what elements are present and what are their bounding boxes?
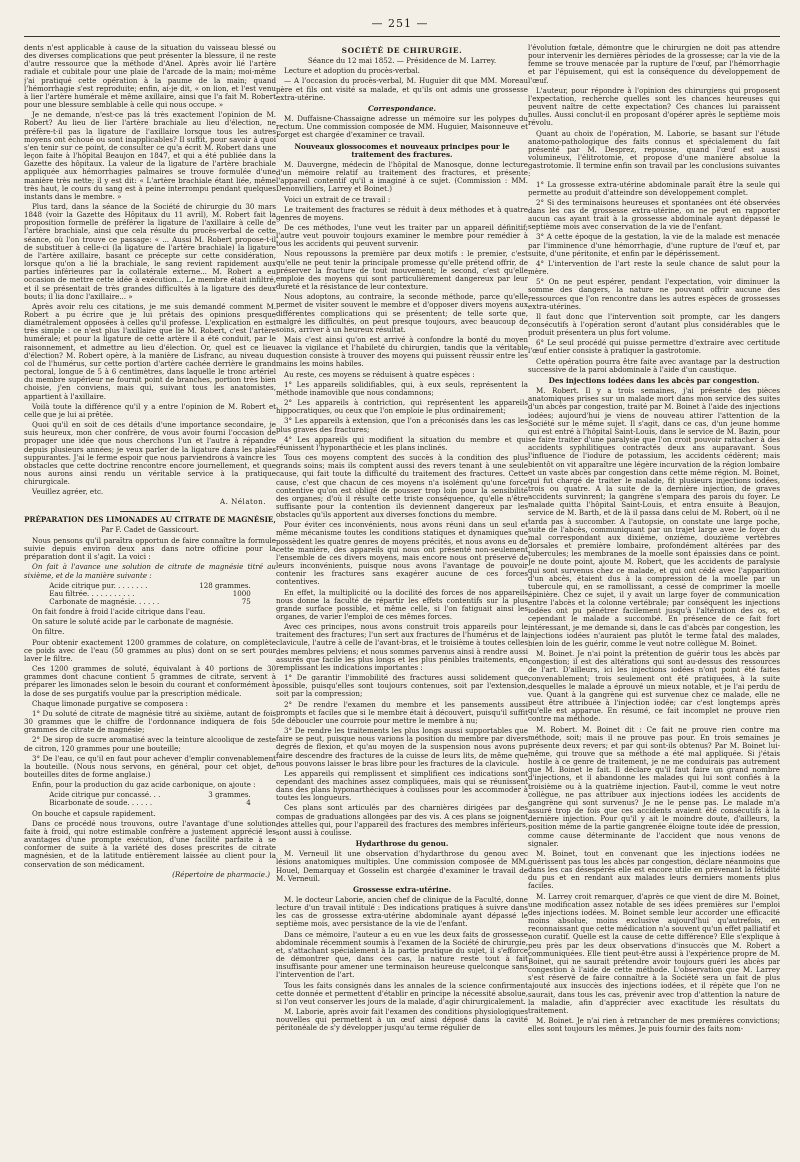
paragraph: L'auteur, pour répondre à l'opinion des chirurgiens qui proposent l'expectation, recherche quelles sont les chances heureuses qui peuvent naître de cette expectation? Ces chances lui paraissent nulles. Aussi conclut-il en proposant d'opérer après le septième mois révolu. — [528, 85, 780, 128]
paragraph: Au reste, ces moyens se réduisent à quatre espèces : — [284, 369, 475, 379]
header-rule — [24, 36, 780, 37]
paragraph: Mais c'est ainsi qu'on est arrivé à confondre la bonté du moyen avec la vigilance et l'habileté du chirurgien, tandis que la véritable question consiste à trouver des moyens qui puissent réussir entre les mains les moins habiles. — [276, 335, 528, 369]
paragraph: 2° Si des terminaisons heureuses et spontanées ont été observées dans les cas de grossesse extra-utérine, on ne peut en rapporter aucun cas ayant trait à la grossesse abdominale ayant dépassé le septième mois avec conservation de la vie de l'enfant. — [528, 197, 780, 232]
paragraph: 5° On ne peut espérer, pendant l'expectation, voir diminuer la somme des dangers, la nature ne pouvant offrir aucune des ressources que l'on rencontre dans les autres espèces de grossesses extra-utérines. — [528, 277, 780, 311]
recipe-row: Bicarbonate de soude. . . . . . 4 — [49, 798, 251, 808]
paragraph: Le traitement des fractures se réduit à deux méthodes et à quatre genres de moyens. — [276, 204, 528, 222]
greeting: Veuillez agréer, etc. — [32, 487, 104, 497]
paragraph: Nous pensons qu'il paraîtra opportun de faire connaître la formule suivie depuis environ deux ans dans notre officine pour la préparation dont il s'agit. La voici : — [24, 535, 276, 562]
subsection-title: Grossesse extra-utérine. — [352, 884, 452, 894]
paragraph: Ces 1200 grammes de soluté, équivalant à 40 portions de 30 grammes dont chacune contient 5 grammes de citrate, servent à préparer les limonades selon le besoin du courant et conformément à la dose de ses purgatifs voulue par la prescription médicale. — [24, 664, 276, 698]
paragraph: Il faut donc que l'intervention soit prompte, car les dangers consécutifs à l'opération seront d'autant plus considérables que le produit présentera un plus fort volume. — [528, 311, 780, 338]
paragraph: M. Verneuil lit une observation d'hydarthrose du genou avec lésions anatomiques multiples. Une commission composée de MM. Houel, Demarquay et Gosselin est chargée d'examiner le travail de M. Verneuil. — [276, 849, 528, 883]
paragraph: Voilà toute la différence qu'il y a entre l'opinion de M. Robert et celle que je lui ai prêtée. — [24, 401, 276, 419]
recipe-table — [49, 582, 251, 606]
recipe-row: Carbonate de magnésie. . . . . . 75 — [49, 597, 251, 606]
paragraph: 2° Les appareils à contriction, qui représentent les appareils hippocratiques, ou ceux que l'on emploie le plus ordinairement; — [276, 398, 528, 416]
paragraph: Chaque limonade purgative se composera : — [32, 698, 188, 708]
paragraph: Enfin, pour la production du gaz acide carbonique, on ajoute : — [32, 780, 256, 790]
paragraph: Quoi qu'il en soit de ces détails d'une importance secondaire, je suis heureux, mon cher confrère, de vous avoir fourni l'occasion de propager une idée que nous cherchons l'un et l'autre à répandre depuis plusieurs années; je veux parler de la ligature dans les plaies suppurantes. J'ai le ferme espoir que nous parviendrons à vaincre les obstacles que cette doctrine rencontre encore journellement, et que nous aurons ainsi rendu un véritable service à la pratique chirurgicale. — [24, 420, 276, 487]
paragraph: On fait fondre à froid l'acide citrique dans l'eau. — [32, 607, 206, 617]
paragraph: Nous repoussons la première par deux motifs : le premier, c'est qu'elle ne peut tenir la principale promesse qu'elle prétend offrir, de préserver la fracture de tout mouvement; le second, c'est qu'elle emploie des moyens qui sont particulièrement dangereux par leur dureté et la résistance de leur contexture. — [276, 249, 528, 292]
paragraph: Pour éviter ces inconvénients, nous avons réuni dans un seul et même mécanisme toutes les conditions statiques et dynamiques que possèdent les quatre genres de moyens précités, et nous avons eu de cette manière, des appareils qui nous ont présenté non-seulement l'ensemble de ces divers moyens, mais encore nous ont préservé de leurs inconvénients, puisque nous avons l'avantage de pouvoir contenir les fractures sans exagérer aucune de ces forces contentives. — [276, 520, 528, 587]
paragraph: Ces plans sont articulés par des charnières dirigées par des compas de graduations allongées par des vis. A ces plans se joignent des attelles qui, pour l'appareil des fractures des membres inférieurs, sont aussi à coulisse. — [276, 803, 528, 837]
subsection-title: Des injections iodées dans les abcès par congestion. — [548, 375, 760, 385]
recipe-row: Acide citrique pur concassé. . . 3 grammes. — [49, 790, 251, 800]
paragraph: 1° Les appareils solidifiables, qui, à eux seuls, représentent la méthode inamovible que nous condamnons; — [276, 379, 528, 397]
article-author: Par F. Cadet de Gassicourt. — [101, 524, 199, 534]
paragraph: Quant au choix de l'opération, M. Laborie, se basant sur l'étude anatomo-pathologique des faits connus et spécialement du fait présenté par M. Desprez, repousse, quand l'œuf est aussi volumineux, l'élitrotomie, et propose d'une manière absolue la gastrotomie. Il termine enfin son travail par les conclusions suivantes : — [528, 128, 780, 179]
paragraph: Lecture et adoption du procès-verbal. — [284, 66, 420, 76]
paragraph: 3° De rendre les traitements les plus longs aussi supportables que faire se peut, puisque nous varions la position du membre par divers degrés de flexion, et qu'au moyen de la suspension nous avons pu faire descendre des fractures de la cuisse de leurs lits, de même que nous pouvons laisser le bras libre pour les fractures de la clavicule. — [276, 726, 528, 768]
paragraph: Dans ce procédé nous trouvons, outre l'avantage d'une solution faite à froid, qui notre estimable confrère a justement apprécié les avantages d'une prompte exécution, d'une facilité parfaite à se conformer de suite à la variété des doses prescrites de citrate magnésien, et de la latitude entièrement laissée au client pour la conservation de son médicament. — [24, 818, 276, 869]
paragraph: Après avoir relu ces citations, je me suis demandé comment M. Robert a pu écrire que je lui prêtais des opinions presque diamétralement opposées à celles qu'il professe. L'explication en est très simple : ce n'est plus l'axillaire que lie M. Robert, c'est l'artère humérale; et pour la ligature de cette artère il a été conduit, par le raisonnement, et admettre au lieu d'élection. Or, quel est ce lieu d'élection? M. Robert opère, à la manière de Lisfranc, au niveau du col de l'humérus, sur cette portion d'artère cachée derrière le grand pectoral, longue de 5 à 6 centimètres, dans laquelle le tronc artériel du membre supérieur ne fournit point de branches, portion très bien choisie, j'en conviens, mais qui, suivant tous les anatomistes, appartient à l'axillaire. — [24, 301, 276, 401]
paragraph: 3° De l'eau, ce qu'il en faut pour achever d'emplir convenablement la bouteille. (Nous nous servons, en général, pour cet objet, de bouteilles dites de forme anglaise.) — [24, 753, 276, 779]
paragraph: Je ne demande, n'est-ce pas lá très exactement l'opinion de M. Robert? Au lieu de lier l'artère brachiale au lieu d'élection, ne préfère-t-il pas la ligature de l'axillaire lorsque tous les autres moyens ont échoué ou sont inapplicables? Il suffit, pour savoir à quoi s'en tenir sur ce point, de consulter ce qu'a écrit M. Robert dans une leçon faite à l'hôpital Beaujon en 1847, et qui a été publiée dans la Gazette des hôpitaux. La valeur de la ligature de l'artère brachiale appliquée aux hémorrhagies palmaires se trouve formulée d'une manière très nette; il y est dit: « L'artère brachiale étant liée, même très haut, le cours du sang est à peine interrompu pendant quelques instants dans le membre. » — [24, 110, 276, 201]
subsection-title: Correspondance. — [367, 103, 437, 113]
paragraph: Les appareils qui remplissent et simplifient ces indications sont cependant des machines assez compliquées, mais qui se réunissent dans des plans hyponarthéciques à coulisses pour les accommoder à toutes les longueurs. — [276, 768, 528, 803]
paragraph: 4° L'intervention de l'art reste la seule chance de salut pour la mère. — [528, 258, 780, 277]
paragraph: l'évolution fœtale, démontre que le chirurgien ne doit pas attendre pour intervenir les dernières périodes de la grossesse; car la vie de la femme se trouve menacée par la rupture de l'œuf, par l'hémorrhagie et par l'épuisement, qui est la conséquence du développement de l'œuf. — [528, 44, 780, 85]
recipe-row: Eau filtrée. . . . . . . . . . . 1000 — [49, 588, 251, 598]
source-citation: (Répertoire de pharmacie.) — [172, 869, 270, 879]
paragraph: M. Robert. Il y a trois semaines, j'ai présenté des pièces anatomiques prises sur un malade mort dans mon service des suites d'un abcès par congestion, traité par M. Boinet à l'aide des injections iodées; aujourd'hui je viens de nouveau attirer l'attention de la Société sur le même sujet. Il s'agit, dans ce cas, d'un jeune homme qui est entré à l'hôpital Saint-Louis, dans le service de M. Bazin, pour se faire traiter d'une paralysie que l'on croit pouvoir rattacher à des accidents syphilitiques contractés deux ans auparavant. Sous l'influence de l'iodure de potassium, les accidents cédèrent; mais bientôt on vit apparaître une légère incurvation de la région lombaire et un vaste abcès par congestion dans cette même région. M. Boinet, qui fut chargé de traiter le malade, fit plusieurs injections iodées, trois ou quatre. A la suite de la dernière injection, de graves accidents survinrent; la gangrène s'empara des parois du foyer. Le malade quitta l'hôpital Saint-Louis, et entra ensuite à Beaujon, service de M. Barth, et de là il passa dans celui de M. Robert, où il ne tarda pas à succomber. A l'autopsie, on constate une large poche, suite de l'abcès, communiquant par un trajet large avec le foyer du mal correspondant aux dixième, onzième, douzième vertèbres dorsales et première lombaire, profondément altérées par des tubercules; les membranes de la moelle sont épaissies dans ce point. Je ne doute point, ajoute M. Robert, que les accidents de paralysie qui sont survenus chez ce malade, et qui ont cédé avec l'apparition d'un abcès, étaient dus à la compression de la moelle par un tubercule qui, en se ramollissant, a cessé de comprimer la moelle épinière. Chez ce sujet, il y avait un large foyer de communication entre l'abcès et la colonne vertébrale; par conséquent les injections iodées ont pu pénétrer facilement jusqu'à l'altération des os, et cependant le malade a succombé. En présence de ce fait fort intéressant, je me demande si, dans le cas d'abcès par congestion, les injections iodées n'auraient pas plutôt le terme fatal des malades, bien loin de les guérir, comme le veut notre collègue M. Boinet. — [528, 386, 780, 648]
article-title: PRÉPARATION DES LIMONADES AU CITRATE DE MAGNÉSIE, — [24, 514, 276, 524]
paragraph: M. Boinet. Je n'ai point la prétention de guérir tous les abcès par congestion; il est des altérations qui sont au-dessus des ressources de l'art. D'ailleurs, ici les injections iodées n'ont point été faites convenablement; trois seulement ont été pratiquées, à la suite desquelles le malade a éprouvé un mieux notable, et je l'ai perdu de vue. Quant à la gangrène qui est survenue chez ce malade, elle ne peut être attribuée à l'injection iodée; car c'est longtemps après qu'elle est apparue. En résumé, ce fait incomplet ne prouve rien contre ma méthode. — [528, 649, 780, 724]
paragraph: M. Boinet. Je n'ai rien à retrancher de mes premières convictions; elles sont toujours les mêmes. Je puis fournir des faits nom- — [528, 1015, 780, 1034]
paragraph: On fait à l'avance une solution de citrate de magnésie titré au sixième, et de la manière suivante : — [24, 562, 276, 580]
paragraph: Avec ces principes, nous avons construit trois appareils pour le traitement des fractures; l'un sert aux fractures de l'humérus et de la clavicule, l'autre à celle de l'avant-bras, et le troisième à toutes celles des membres pelviens; et nous sommes parvenus ainsi à rendre aussi assurés que facile les plus longs et les plus pénibles traitements, en remplissant les indications importantes : — [276, 622, 528, 672]
paragraph: M. Duffaisne-Chassaigne adresse un mémoire sur les polypes du rectum. Une commission composée de MM. Huguier, Maisonneuve et Forget est chargée d'examiner ce travail. — [276, 114, 528, 140]
paragraph: 6° Le seul procédé qui puisse permettre d'extraire avec certitude l'œuf entier consiste à pratiquer la gastrotomie. — [528, 338, 780, 356]
paragraph: Tous les faits consignés dans les annales de la science confirment cette donnée et permettent d'établir en principe la nécessité absolue, si l'on veut conserver les jours de la malade, d'agir chirurgicalement. — [276, 980, 528, 1006]
paragraph: Plus tard, dans la séance de la Société de chirurgie du 30 mars 1848 (voir la Gazette des Hôpitaux du 11 avril), M. Robert fait la proposition formelle de préférer la ligature de l'axillaire à celle de l'artère brachiale, ainsi que cela résulte du procès-verbal de cette séance, où l'on trouve ce passage: « ... Aussi M. Robert propose-t-il de substituer à celle-ci (la ligature de l'artère brachiale) la ligature de l'artère axillaire, basant ce précepte sur cette considération, lorsque qu'on a lié la brachiale, le sang revient rapidement aux parties inférieures par la collatérale externe... M. Robert a eu occasion de mettre cette idée à exécution... Le membre était infiltré, et il se présentait de très grandes difficultés à la ligature des deux bouts; il lia donc l'axillaire... » — [24, 201, 276, 301]
column-right — [528, 44, 780, 1152]
paragraph: M. Robert. M. Boinet dit : Ce fait ne prouve rien contre ma méthode, soit; mais il ne prouve pas pour. En trois semaines je présente deux revers; et par qui sont-ils obtenus? Par M. Boinet lui-même, qui trouve que sa méthode a été mal appliquée. Si j'étais hostile à ce genre de traitement, je ne me conduirais pas autrement que M. Boinet le fait. Il déclare qu'il faut faire un grand nombre d'injections, et il abandonne les malades qui lui sont confiés à la troisième ou à la quatrième injection. Faut-il, comme le veut notre collègue, ne pas attribuer aux injections iodées les accidents de gangrène qui sont survenus? Je ne le pense pas. Le malade m'a assuré trop de fois que ces accidents avaient été consécutifs à la dernière injection. Pour qu'il y ait le moindre doute, d'ailleurs, la position même de la partie gangrenée éloigne toute idée de pression, comme cause déterminante de l'accident que nous venons de signaler. — [528, 724, 780, 848]
paragraph: 2° De sirop de sucre aromatisé avec la teinture alcoolique de zeste de citron, 120 grammes pour une bouteille; — [24, 735, 276, 753]
paragraph: 3° A cette époque de la gestation, la vie de la malade est menacée par l'imminence d'une hémorrhagie, d'une rupture de l'œuf et, par suite, d'une péritonite, et enfin par le dépérissement. — [528, 232, 780, 258]
paragraph: Pour obtenir exactement 1200 grammes de colature, on complète ce poids avec de l'eau (50 grammes au plus) dont on se sert pour laver le filtre. — [24, 637, 276, 663]
paragraph: — A l'occasion du procès-verbal, M. Huguier dit que MM. Moreau père et fils ont visité sa malade, et qu'ils ont admis une grossesse extra-utérine. — [276, 76, 528, 102]
paragraph: Nous adoptons, au contraire, la seconde méthode, parce qu'elle permet de visiter souvent le membre et d'opposer divers moyens aux différentes complications qui se présentent; de telle sorte que, malgré les difficultés, on peut presque toujours, avec beaucoup de soins, arriver à un heureux résultat. — [276, 292, 528, 334]
section-title: SOCIÉTÉ DE CHIRURGIE. — [341, 46, 463, 55]
paragraph: M. Larrey croit remarquer, d'après ce que vient de dire M. Boinet, une modification assez notable de ses idées premières sur l'emploi des injections iodées. M. Boinet semble leur accorder une efficacité moins absolue, moins exclusive aujourd'hui qu'autrefois, en reconnaissant que cette médication n'a souvent qu'un effet palliatif et non curatif. Quelle est la cause de cette différence? Elle s'explique à peu près par les deux observations d'insuccès que M. Robert a communiquées. Elle tient peut-être aussi à l'expérience propre de M. Boinet, qui ne saurait prétendre avoir toujours guéri les abcès par congestion à l'aide de cette méthode. L'observation que M. Larrey s'est réservé de faire connaître à la Société sera un fait de plus ajouté aux insuccès des injections iodées, et il répète que l'on ne saurait, dans tous les cas, prévenir avec trop d'attention la nature de la maladie, afin d'apprécier avec exactitude les résultats du traitement. — [528, 891, 780, 1015]
paragraph: M. le docteur Laborie, ancien chef de clinique de la Faculté, donne lecture d'un travail intitulé : Des indications pratiques à suivre dans les cas de grossesse extra-utérine abdominale ayant dépassé le septième mois, avec persistance de la vie de l'enfant. — [276, 895, 528, 929]
page-number: — 251 — — [371, 17, 429, 30]
paragraph: Voici un extrait de ce travail : — [284, 194, 391, 204]
paragraph: Cette opération pourra être faite avec avantage par la destruction successive de la paroi abdominale à l'aide d'un caustique. — [528, 356, 780, 374]
section-divider — [120, 511, 180, 512]
paragraph: Tous ces moyens comptent des succès à la condition des plus grands soins; mais ils comptent aussi des revers tenant à une seule cause, qui fait toute la difficulté du traitement des fractures. Cette cause, c'est que chacun de ces moyens n'a isolément qu'une force contentive qu'on est obligé de pousser trop loin pour la sensibilité des organes; d'où il résulte cette triste conséquence, qu'elle n'être suffisante pour la contention ils deviennent dangereux par les obstacles qu'ils apportent aux diverses fonctions du membre. — [276, 453, 528, 520]
subsection-title: Nouveaux glossocomes et nouveaux principes pour le traitement des fractures. — [294, 141, 510, 159]
paragraph: M. Laborie, après avoir fait l'examen des conditions physiologiques nouvelles qui permettent à un œuf ainsi déposé dans la cavité péritonéale de s'y développer jusqu'au terme régulier de — [276, 1007, 528, 1033]
recipe-table — [49, 791, 251, 807]
paragraph: On filtre. — [32, 627, 65, 637]
paragraph: dents n'est applicable à cause de la situation du vaisseau blessé ou des diverses complications que peut présenter la blessure, il ne reste d'autre ressource que la méthode d'Anel. Après avoir lié l'artère radiale et cubitale pour une plaie de l'arcade de la main; moi-même j'ai pratiqué cette opération à la paume de la main; quand l'hémorrhagie s'est reproduite; enfin, ai-je dit, « on lion, et l'est venu à lier l'artère humérale et même axillaire, ainsi que l'a fait M. Robert pour une blessure semblable à celle qui nous occupe. » — [24, 44, 276, 110]
session-line: Séance du 12 mai 1852. — Présidence de M. Larrey. — [307, 56, 497, 66]
paragraph: 1° De garantir l'immobilité des fractures aussi solidement que possible, puisqu'elles sont toujours contenues, soit par l'extension, soit par la compression; — [276, 673, 528, 699]
recipe-row: Acide citrique pur. . . . . . . . 128 grammes. — [49, 580, 251, 590]
column-left — [24, 44, 276, 1152]
paragraph: On sature le soluté acide par le carbonate de magnésie. — [32, 617, 234, 627]
paragraph: M. Dauvergne, médecin de l'hôpital de Manosque, donne lecture d'un mémoire relatif au traitement des fractures, et présente l'appareil contentif qu'il a imaginé à ce sujet. (Commission : MM. Denonvilliers, Larrey et Boinet.) — [276, 159, 528, 194]
paragraph: De ces méthodes, l'une veut les traiter par un appareil définitif; l'autre veut pouvoir toujours examiner le membre pour remédier à tous les accidents qui peuvent survenir. — [276, 222, 528, 249]
paragraph: On bouche et capsule rapidement. — [32, 808, 156, 818]
paragraph: 4° Les appareils qui modifient la situation du membre et qui réunissent l'hyponarthécie et les plans inclinés. — [276, 434, 528, 452]
signature: A. Nélaton. — [220, 497, 266, 507]
paragraph: Dans ce mémoire, l'auteur a eu en vue les deux faits de grossesse abdominale récemment soumis à l'examen de la Société de chirurgie, et, s'attachant spécialement à la partie pratique du sujet, il s'efforce de démontrer que, dans ces cas, la nature reste tout à fait insuffisante pour amener une terminaison heureuse quelconque sans l'intervention de l'art. — [276, 929, 528, 980]
paragraph: En effet, la multiplicité ou la docilité des forces de nos appareils nous donne la faculté de répartir les effets contentifs sur la plus grande surface possible, et même celle, si l'on fatiguait ainsi les organes, de varier l'emploi de ces mêmes forces. — [276, 587, 528, 621]
column-middle — [276, 44, 528, 1152]
subsection-title: Hydarthrose du genou. — [355, 839, 449, 849]
paragraph: M. Boinet, tout en convenant que les injections iodées ne guérissent pas tous les abcès par congestion, déclare néanmoins que dans les cas désespérés elle est encore utile en prévenant la fétidité du pus et en rendant aux malades leurs derniers moments plus faciles. — [528, 848, 780, 891]
paragraph: 3° Les appareils à extension, que l'on a préconisés dans les cas les plus graves des fractures; — [276, 416, 528, 434]
paragraph: 2° De rendre l'examen du membre et les pansements aussi prompts et faciles que si le membre était à découvert, puisqu'il suffit de déboucler une courroie pour mettre le membre à nu; — [276, 699, 528, 725]
paragraph: 1° La grossesse extra-utérine abdominale paraît être la seule qui permette au produit d'atteindre son développement complet. — [528, 179, 780, 197]
paragraph: 1° Du soluté de citrate de magnésie titré au sixième, autant de fois 30 grammes que le chiffre de l'ordonnance indiquera de fois 5 grammes de citrate de magnésie; — [24, 708, 276, 735]
